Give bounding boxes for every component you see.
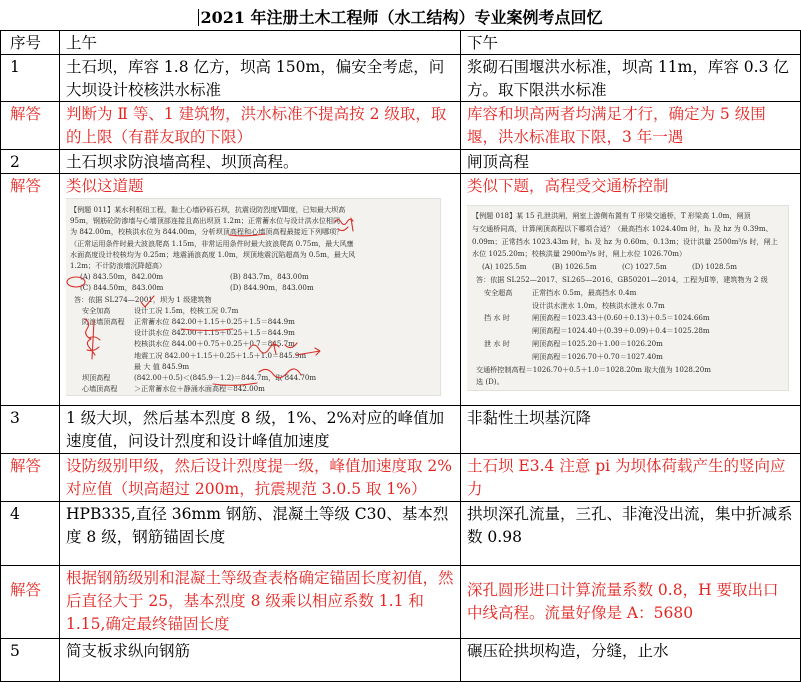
morning-cell (60, 502, 461, 566)
answer-label-cell (1, 174, 60, 406)
scan-solution-text: 正常蓄水位 842.00＋1.15＋0.25＋1.5＝844.9m (134, 317, 295, 327)
afternoon-cell (461, 406, 801, 454)
morning-cell (60, 406, 461, 454)
scan-solution-label: 心墙顶高程 (82, 384, 118, 394)
afternoon-answer: 深孔圆形进口计算流量系数 0.8，H 要取出口中线高程。流量好像是 A：5680 (467, 581, 779, 622)
morning-question: 1 级大坝，然后基本烈度 8 级，1%、2%对应的峰值加速度值，问设计烈度和设计峰值加速度 (66, 409, 445, 450)
scan-question-line: 【例题 018】某 15 孔泄洪闸，闸室上游侧布置有 T 形梁交通桥，T 形梁高 1.0m，闸顶 (472, 211, 751, 220)
scan-solution-line: 交通桥控制高程＝1026.70＋0.5＋1.0＝1028.20m 取大值为 1028.20m (476, 364, 711, 374)
scan-solution-label (472, 351, 532, 364)
scan-solution-label (70, 338, 134, 349)
morning-question: 土石坝，库容 1.8 亿方，坝高 150m，偏安全考虑，问大坝设计校核洪水标准 (66, 58, 445, 99)
scan-solution-line (70, 383, 435, 394)
scan-question-line: 1.2m；不计防浪墙沉降超高） (70, 261, 167, 271)
afternoon-answer-cell (461, 566, 801, 639)
scan-solution-text: 地震工况 842.00＋1.15＋0.25＋1.5＋1.0＝845.9m (134, 350, 307, 360)
scan-solution-line (472, 312, 783, 325)
scan-solution-label (70, 361, 134, 372)
scan-solution-label (70, 327, 134, 338)
afternoon-answer-cell (461, 454, 801, 502)
morning-answer-cell (60, 102, 461, 150)
scan-question-line: 0.09m；正常挡水 1023.43m 时，h₁ 及 hz 为 0.60m、0.13m；设计洪量 2500m³/s 时，闸上 (472, 236, 778, 246)
scan-option: (A) 1025.5m (482, 262, 527, 272)
answer-row (1, 174, 801, 406)
scan-solution-label: 挡 水 时 (484, 313, 510, 323)
afternoon-question: 闸顶高程 (467, 153, 530, 171)
afternoon-cell (461, 639, 801, 682)
scan-option: (D) 844.90m，843.00m (230, 283, 314, 293)
afternoon-cell (461, 502, 801, 566)
answer-row (1, 566, 801, 639)
scan-options-row (472, 261, 783, 274)
afternoon-answer-cell (461, 174, 801, 406)
scan-option: (C) 844.50m，843.00m (80, 283, 164, 293)
scan-solution-text: 闸顶高程＝1024.40＋(0.39＋0.09)＋0.4＝1025.28m (532, 326, 710, 336)
answer-label: 解答 (10, 177, 42, 195)
row-number: 1 (10, 58, 20, 76)
scan-solution-text: 闸顶高程＝1023.43＋(0.60＋0.13)＋0.5＝1024.66m (532, 313, 710, 323)
scan-solution-line (70, 361, 435, 372)
morning-cell (60, 150, 461, 174)
header-number-label: 序号 (10, 34, 42, 52)
scan-solution-line (70, 316, 435, 327)
afternoon-cell (461, 150, 801, 174)
scan-solution-label: 安全加高 (82, 305, 111, 315)
scan-solution-text: 校核洪水位 844.00＋0.75＋0.25＋0.7＝845.7m (134, 339, 295, 349)
afternoon-answer: 类似下题，高程受交通桥控制 (467, 177, 669, 195)
answer-row (1, 454, 801, 502)
morning-question: 简支板求纵向钢筋 (66, 642, 191, 660)
scan-solution-line (70, 350, 435, 361)
afternoon-answer: 土石坝 E3.4 注意 pi 为坝体荷载产生的竖向应力 (467, 457, 786, 498)
scan-solution-label (472, 325, 532, 338)
exam-recall-table (0, 30, 801, 682)
scan-options-row (70, 282, 435, 293)
scan-solution-line (70, 327, 435, 338)
question-row (1, 406, 801, 454)
scan-solution-line (472, 351, 783, 364)
answer-label: 解答 (10, 105, 42, 123)
row-number: 5 (10, 642, 20, 660)
header-afternoon-label: 下午 (467, 34, 499, 52)
afternoon-question: 拱坝深孔流量，三孔、非淹没出流，集中折减系数 0.98 (467, 505, 793, 546)
row-number: 4 (10, 505, 20, 523)
scan-question-line: 水位 1025.20m；校核洪量 2900m³/s 时，闸上水位 1026.70m） (472, 249, 687, 259)
question-row (1, 639, 801, 682)
afternoon-question: 非黏性土坝基沉降 (467, 409, 592, 427)
afternoon-question: 浆砌石围堰洪水标准，坝高 11m，库容 0.3 亿方。取下限洪水标准 (467, 58, 789, 99)
question-row (1, 502, 801, 566)
scan-question-line: 【例题 011】某水利枢纽工程，黏土心墙砂砾石坝，抗震设防烈度Ⅷ度，已知最大坝高 (70, 205, 346, 214)
header-morning-label: 上午 (66, 34, 98, 52)
scan-solution-label: 坝顶高程 (82, 373, 111, 383)
scan-solution-text: 闸顶高程＝1026.70＋0.70＝1027.40m (532, 351, 663, 361)
question-row (1, 55, 801, 102)
scanned-example-image-018 (467, 205, 789, 391)
scan-solution-line (70, 305, 435, 316)
scan-solution-line (70, 338, 435, 349)
answer-label-cell (1, 566, 60, 639)
morning-answer: 判断为 Ⅱ 等、1 建筑物，洪水标准不提高按 2 级取，取的上限（有群友取的下限） (66, 105, 447, 146)
scan-solution-label: 泄 水 时 (484, 338, 510, 348)
scan-question-line: 与交通桥同高，计算闸顶高程以下哪项合适？（最高挡水 1024.40m 时，h₁ 及 hz 为 0.39m、 (472, 223, 773, 233)
scan-solution-text: 设计洪水位 842.00＋1.15＋0.25＋1.5＝844.9m (134, 328, 295, 338)
afternoon-cell (461, 55, 801, 102)
document-title (0, 7, 801, 29)
row-number-cell (1, 55, 60, 102)
morning-answer: 根据钢筋级别和混凝土等级查表格确定锚固长度初值，然后直径大于 25，基本烈度 8 级乘以相应系数 1.1 和 1.15,确定最终锚固长度 (66, 569, 454, 633)
scan-solution-label (472, 300, 532, 313)
afternoon-answer-cell (461, 102, 801, 150)
header-number (1, 31, 60, 55)
scan-solution-line (472, 287, 783, 300)
row-number-cell (1, 639, 60, 682)
row-number-cell (1, 502, 60, 566)
morning-cell (60, 55, 461, 102)
morning-answer: 设防级别甲级，然后设计烈度提一级，峰值加速度取 2%对应值（坝高超过 200m，抗震规范 3.0.5 取 1%） (66, 457, 453, 498)
answer-label-cell (1, 454, 60, 502)
scan-option: (B) 1026.5m (552, 262, 597, 272)
answer-label-cell (1, 102, 60, 150)
scan-solution-text: (842.00＋0.5)＜(845.9－1.2)＝844.7m，取 844.70m (134, 373, 317, 383)
row-number-cell (1, 406, 60, 454)
scan-option: (B) 843.7m，843.00m (230, 272, 309, 282)
scan-question-line: 95m，钢筋砼防渗墙与心墙顶部连接且高出坝顶 1.2m；正常蓄水位与设计洪水位相同 (70, 216, 341, 226)
morning-cell (60, 639, 461, 682)
scan-solution-line (70, 372, 435, 383)
scan-solution-label (70, 350, 134, 361)
scan-solution-line: 答：依据 SL252—2017、SL265—2016、GB50201—2014，工程为Ⅱ等，建筑物为 2 级 (476, 274, 768, 284)
scan-options-row (70, 271, 435, 282)
answer-label: 解答 (10, 581, 42, 599)
scan-solution-text: 正常挡水 0.5m，最高挡水 0.4m (532, 287, 637, 297)
scan-solution-text: 设计工况 1.5m，校核工况 0.7m (134, 305, 239, 315)
row-number: 2 (10, 153, 20, 171)
table-header-row (1, 31, 801, 55)
header-afternoon (461, 31, 801, 55)
scan-option: (C) 1027.5m (622, 262, 667, 272)
document-title-text: 2021 年注册土木工程师（水工结构）专业案例考点回忆 (200, 8, 603, 27)
answer-row (1, 102, 801, 150)
scan-question-line: （正常运用条件时最大波浪爬高 1.15m，非常运用条件时最大波浪爬高 0.75m，最大风壅 (70, 238, 354, 248)
scan-solution-line (472, 325, 783, 338)
morning-answer: 类似这道题 (66, 177, 144, 195)
scan-solution-line (472, 338, 783, 351)
scan-solution-text: 最 大 值 845.9m (134, 361, 190, 371)
scan-solution-label: 防浪墙顶高程 (82, 317, 125, 327)
scan-solution-text: ＞正常蓄水位＋静涌水面高程＝842.00m (134, 384, 265, 394)
row-number: 3 (10, 409, 20, 427)
morning-question: 土石坝求防浪墙高程、坝顶高程。 (66, 153, 299, 171)
scan-solution-label: 安全超高 (484, 287, 513, 297)
header-morning (60, 31, 461, 55)
scan-solution-text: 设计洪水泄水 1.0m，校核洪水泄水 0.7m (532, 300, 665, 310)
morning-answer-cell (60, 454, 461, 502)
scan-option: (A) 843.50m，842.00m (80, 272, 164, 282)
morning-question: HPB335,直径 36mm 钢筋、混凝土等级 C30、基本烈度 8 级，钢筋锚固长度 (66, 505, 449, 546)
row-number-cell (1, 150, 60, 174)
afternoon-answer: 库容和坝高两者均满足才行，确定为 5 级围堰，洪水标准取下限，3 年一遇 (467, 105, 766, 146)
answer-label: 解答 (10, 457, 42, 475)
scan-solution-text: 闸顶高程＝1025.20＋1.00＝1026.20m (532, 338, 663, 348)
scan-question-line: 为 842.00m，校核洪水位为 844.00m，分析坝顶高程和心墙顶高程最接近下列哪项？ (70, 227, 344, 237)
morning-answer-cell (60, 566, 461, 639)
morning-answer-cell (60, 174, 461, 406)
scan-option: (D) 1028.5m (692, 262, 738, 272)
scanned-example-image-011 (66, 198, 441, 396)
afternoon-question: 碾压砼拱坝构造，分缝，止水 (467, 642, 669, 660)
scan-solution-line: 答：依据 SL274—2001，坝为 1 级建筑物 (74, 294, 212, 304)
scan-question-line: 水面高度设计校核均为 0.25m；地震涌浪高度 1.0m，坝顶地震沉陷超高为 0.5m，最大风 (70, 249, 356, 259)
scan-solution-line (472, 300, 783, 313)
scan-solution-line: 选 (D)。 (476, 377, 504, 387)
question-row (1, 150, 801, 174)
